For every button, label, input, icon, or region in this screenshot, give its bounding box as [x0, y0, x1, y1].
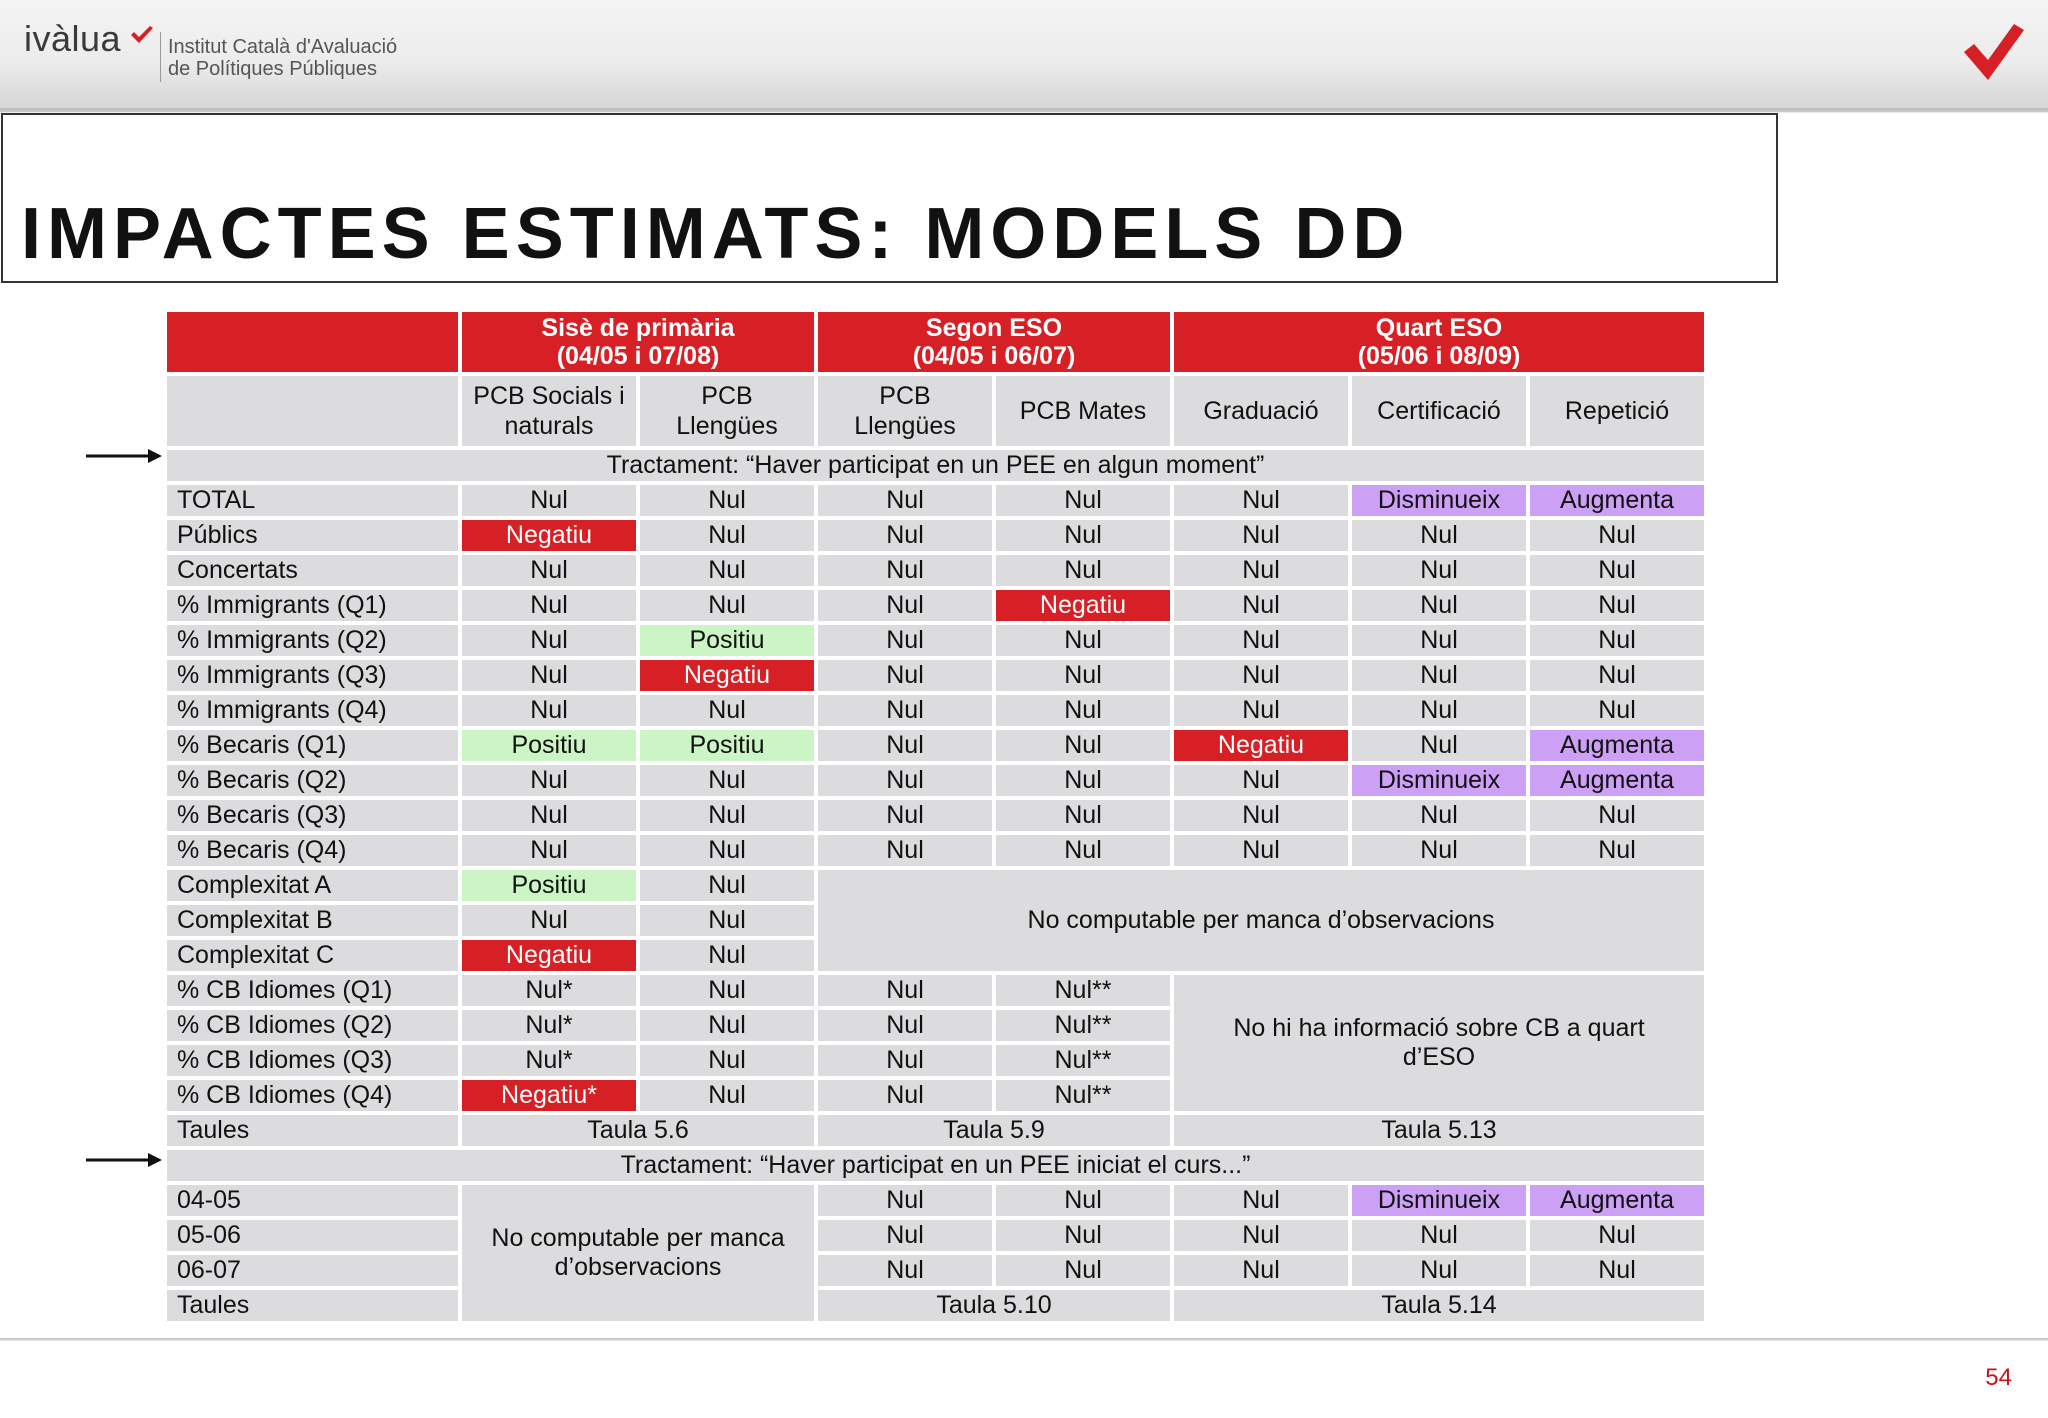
table-reference: Taula 5.9	[818, 1115, 1170, 1146]
table-cell: Nul	[462, 835, 636, 866]
table-cell: Nul	[1530, 800, 1704, 831]
group-header-quart-line-2: (05/06 i 08/09)	[1357, 342, 1521, 370]
group-header-quart	[1174, 312, 1704, 372]
table-reference: Taula 5.13	[1174, 1115, 1704, 1146]
column-header	[640, 376, 814, 446]
table-cell: Nul	[1352, 555, 1526, 586]
footer-divider	[0, 1338, 2048, 1341]
table-cell: Nul**	[996, 1045, 1170, 1076]
table-cell: Nul	[640, 870, 814, 901]
table-cell: Nul	[818, 625, 992, 656]
table-cell: Nul	[640, 590, 814, 621]
table-cell: Nul	[640, 835, 814, 866]
group-header-segon	[818, 312, 1170, 372]
table-cell: Nul	[1352, 660, 1526, 691]
group-header-sise-line-2: (04/05 i 07/08)	[556, 342, 720, 370]
table-cell: Nul	[640, 485, 814, 516]
table-cell: Augmenta	[1530, 765, 1704, 796]
table-cell: Nul	[996, 730, 1170, 761]
table-cell: Nul	[1530, 1255, 1704, 1286]
table-cell: Negatiu	[462, 940, 636, 971]
row-label: % Immigrants (Q4)	[167, 695, 458, 726]
table-cell: Nul	[996, 800, 1170, 831]
table-cell: Nul	[818, 660, 992, 691]
table-cell: Nul	[818, 1010, 992, 1041]
table-cell: Nul	[462, 485, 636, 516]
arrow-right-icon	[86, 1153, 162, 1167]
table-cell: Nul*	[462, 975, 636, 1006]
table-cell: Nul	[996, 1185, 1170, 1216]
table-cell: Nul	[462, 555, 636, 586]
table-cell: Nul	[1352, 590, 1526, 621]
table-reference: Taula 5.10	[818, 1290, 1170, 1321]
table-cell: Nul	[462, 660, 636, 691]
row-label: Complexitat B	[167, 905, 458, 936]
row-label: % Immigrants (Q2)	[167, 625, 458, 656]
table-reference: Taula 5.6	[462, 1115, 814, 1146]
table-cell: Nul	[1352, 835, 1526, 866]
table-cell: Augmenta	[1530, 485, 1704, 516]
table-cell: Nul	[818, 975, 992, 1006]
treatment-row-2: Tractament: “Haver participat en un PEE iniciat el curs...”	[167, 1150, 1704, 1181]
table-cell: Nul	[818, 485, 992, 516]
table-cell: Nul	[996, 520, 1170, 551]
row-label: TOTAL	[167, 485, 458, 516]
table-cell: Nul	[818, 1045, 992, 1076]
table-cell: Nul	[1174, 800, 1348, 831]
table-cell: Nul	[1174, 765, 1348, 796]
row-label: Públics	[167, 520, 458, 551]
table-cell: Nul	[818, 1220, 992, 1251]
table-cell: Positiu	[462, 870, 636, 901]
table-cell: Nul**	[996, 1010, 1170, 1041]
table-cell: Nul	[996, 765, 1170, 796]
group-header-sise-line-1: Sisè de primària	[541, 314, 735, 342]
table-cell: Nul	[818, 835, 992, 866]
table-cell: Nul	[996, 695, 1170, 726]
table-cell: Nul	[996, 660, 1170, 691]
table-cell: Negatiu	[462, 520, 636, 551]
no-computable-note: No computable per manca d’observacions	[818, 870, 1704, 971]
table-cell: Nul	[818, 730, 992, 761]
table-cell: Nul	[1352, 695, 1526, 726]
table-cell: Nul	[640, 555, 814, 586]
row-label: % Becaris (Q1)	[167, 730, 458, 761]
table-cell: Nul	[1530, 1220, 1704, 1251]
brand-checkmark-icon	[1964, 24, 2024, 82]
table-cell: Nul	[818, 520, 992, 551]
table-cell: Nul	[1174, 695, 1348, 726]
table-cell: Nul	[1530, 625, 1704, 656]
header-empty-cell	[167, 312, 458, 372]
group-header-sise	[462, 312, 814, 372]
impacts-table	[167, 312, 1704, 1321]
row-label: Taules	[167, 1290, 458, 1321]
column-header-line-1: PCB	[701, 382, 753, 410]
logo-institute-line-1: Institut Català d'Avaluació	[168, 36, 398, 58]
treatment-row-1: Tractament: “Haver participat en un PEE en algun moment”	[167, 450, 1704, 481]
table-cell: Nul	[462, 765, 636, 796]
row-label: % CB Idiomes (Q4)	[167, 1080, 458, 1111]
table-cell: Nul	[1174, 660, 1348, 691]
table-cell: Nul	[1352, 520, 1526, 551]
table-reference: Taula 5.14	[1174, 1290, 1704, 1321]
row-label: % Immigrants (Q1)	[167, 590, 458, 621]
table-cell: Negatiu	[640, 660, 814, 691]
table-cell: Nul	[640, 520, 814, 551]
table-cell: Nul	[1174, 555, 1348, 586]
table-cell: Nul	[640, 940, 814, 971]
table-cell: Positiu	[640, 625, 814, 656]
column-header-line-2: Llengües	[676, 412, 778, 440]
column-header-line-2: Llengües	[854, 412, 956, 440]
table-cell: Nul	[818, 555, 992, 586]
column-header: PCB Mates	[996, 376, 1170, 446]
table-cell: Nul	[996, 555, 1170, 586]
table-cell: Nul	[1174, 485, 1348, 516]
no-cb-info-note: No hi ha informació sobre CB a quart d’ESO	[1174, 975, 1704, 1111]
table-cell: Augmenta	[1530, 1185, 1704, 1216]
table-cell: Nul	[818, 765, 992, 796]
row-label: % CB Idiomes (Q3)	[167, 1045, 458, 1076]
table-cell: Nul	[1174, 1220, 1348, 1251]
table-cell: Nul	[1352, 800, 1526, 831]
table-cell: Disminueix	[1352, 765, 1526, 796]
row-label: % Immigrants (Q3)	[167, 660, 458, 691]
table-cell: Nul	[462, 695, 636, 726]
table-cell: Nul	[818, 1185, 992, 1216]
table-cell: Negatiu	[1174, 730, 1348, 761]
group-header-segon-line-1: Segon ESO	[925, 314, 1063, 342]
row-label: % CB Idiomes (Q1)	[167, 975, 458, 1006]
column-header: Repetició	[1530, 376, 1704, 446]
table-cell: Nul	[462, 590, 636, 621]
table-cell: Nul	[640, 975, 814, 1006]
table-cell: Nul	[996, 1220, 1170, 1251]
table-cell: Nul	[1530, 520, 1704, 551]
page-title: IMPACTES ESTIMATS: MODELS DD	[21, 194, 1411, 274]
table-cell: Nul	[462, 625, 636, 656]
table-cell: Nul	[462, 800, 636, 831]
table-cell: Nul	[640, 800, 814, 831]
table-cell: Disminueix	[1352, 1185, 1526, 1216]
table-cell: Augmenta	[1530, 730, 1704, 761]
row-label: % CB Idiomes (Q2)	[167, 1010, 458, 1041]
table-cell: Nul	[1530, 590, 1704, 621]
row-label: Complexitat C	[167, 940, 458, 971]
logo-institute-line-2: de Polítiques Públiques	[168, 58, 378, 80]
table-cell: Nul*	[462, 1045, 636, 1076]
table-cell: Nul	[818, 590, 992, 621]
table-cell: Nul	[1530, 555, 1704, 586]
table-cell: Disminueix	[1352, 485, 1526, 516]
table-cell: Nul	[1174, 835, 1348, 866]
page-number: 54	[1985, 1364, 2012, 1391]
column-header: Certificació	[1352, 376, 1526, 446]
row-label: % Becaris (Q2)	[167, 765, 458, 796]
group-header-segon-line-2: (04/05 i 06/07)	[912, 342, 1076, 370]
column-header-line-1: PCB	[879, 382, 931, 410]
table-cell: Nul	[1174, 1255, 1348, 1286]
table-cell: Nul	[1530, 660, 1704, 691]
table-cell: Positiu	[462, 730, 636, 761]
row-label: 04-05	[167, 1185, 458, 1216]
table-cell: Nul	[462, 905, 636, 936]
table-cell: Nul	[996, 1255, 1170, 1286]
table-cell: Nul**	[996, 1080, 1170, 1111]
table-cell: Nul	[1174, 1185, 1348, 1216]
table-cell: Nul	[640, 1045, 814, 1076]
table-cell: Nul	[818, 1255, 992, 1286]
table-cell: Nul	[996, 485, 1170, 516]
table-cell: Nul	[818, 695, 992, 726]
table-cell: Nul	[818, 1080, 992, 1111]
row-label: Concertats	[167, 555, 458, 586]
table-cell: Nul	[640, 905, 814, 936]
table-cell: Nul	[1352, 625, 1526, 656]
column-header: Graduació	[1174, 376, 1348, 446]
table-cell: Positiu	[640, 730, 814, 761]
logo-divider	[160, 32, 161, 82]
row-label: 06-07	[167, 1255, 458, 1286]
column-header	[818, 376, 992, 446]
table-cell: Nul	[1352, 730, 1526, 761]
column-header	[462, 376, 636, 446]
table-cell: Nul	[1174, 625, 1348, 656]
table-cell: Nul	[996, 835, 1170, 866]
table-cell: Nul**	[996, 975, 1170, 1006]
table-cell: Negatiu*	[462, 1080, 636, 1111]
column-header-line-1: PCB Socials i	[473, 382, 625, 410]
group-header-quart-line-1: Quart ESO	[1375, 314, 1503, 342]
table-cell: Nul	[1530, 835, 1704, 866]
table-cell: Nul	[1352, 1255, 1526, 1286]
table-cell: Nul	[818, 800, 992, 831]
row-label: % Becaris (Q4)	[167, 835, 458, 866]
table-cell: Nul	[1530, 695, 1704, 726]
subheader-empty-cell	[167, 376, 458, 446]
row-label: % Becaris (Q3)	[167, 800, 458, 831]
table-cell: Nul	[640, 765, 814, 796]
table-cell: Nul	[640, 1080, 814, 1111]
checkmark-icon	[130, 26, 154, 46]
table-cell: Nul	[1352, 1220, 1526, 1251]
row-label: 05-06	[167, 1220, 458, 1251]
table-cell: Negatiu	[996, 590, 1170, 621]
arrow-right-icon	[86, 449, 162, 463]
table-cell: Nul	[1174, 590, 1348, 621]
column-header-line-2: naturals	[504, 412, 594, 440]
no-computable-note-2: No computable per manca d’observacions	[462, 1185, 814, 1321]
table-cell: Nul	[996, 625, 1170, 656]
table-cell: Nul	[640, 1010, 814, 1041]
row-label: Taules	[167, 1115, 458, 1146]
row-label: Complexitat A	[167, 870, 458, 901]
logo-wordmark: ivàlua	[24, 18, 122, 59]
table-cell: Nul*	[462, 1010, 636, 1041]
title-box	[1, 113, 1778, 283]
table-cell: Nul	[1174, 520, 1348, 551]
table-cell: Nul	[640, 695, 814, 726]
